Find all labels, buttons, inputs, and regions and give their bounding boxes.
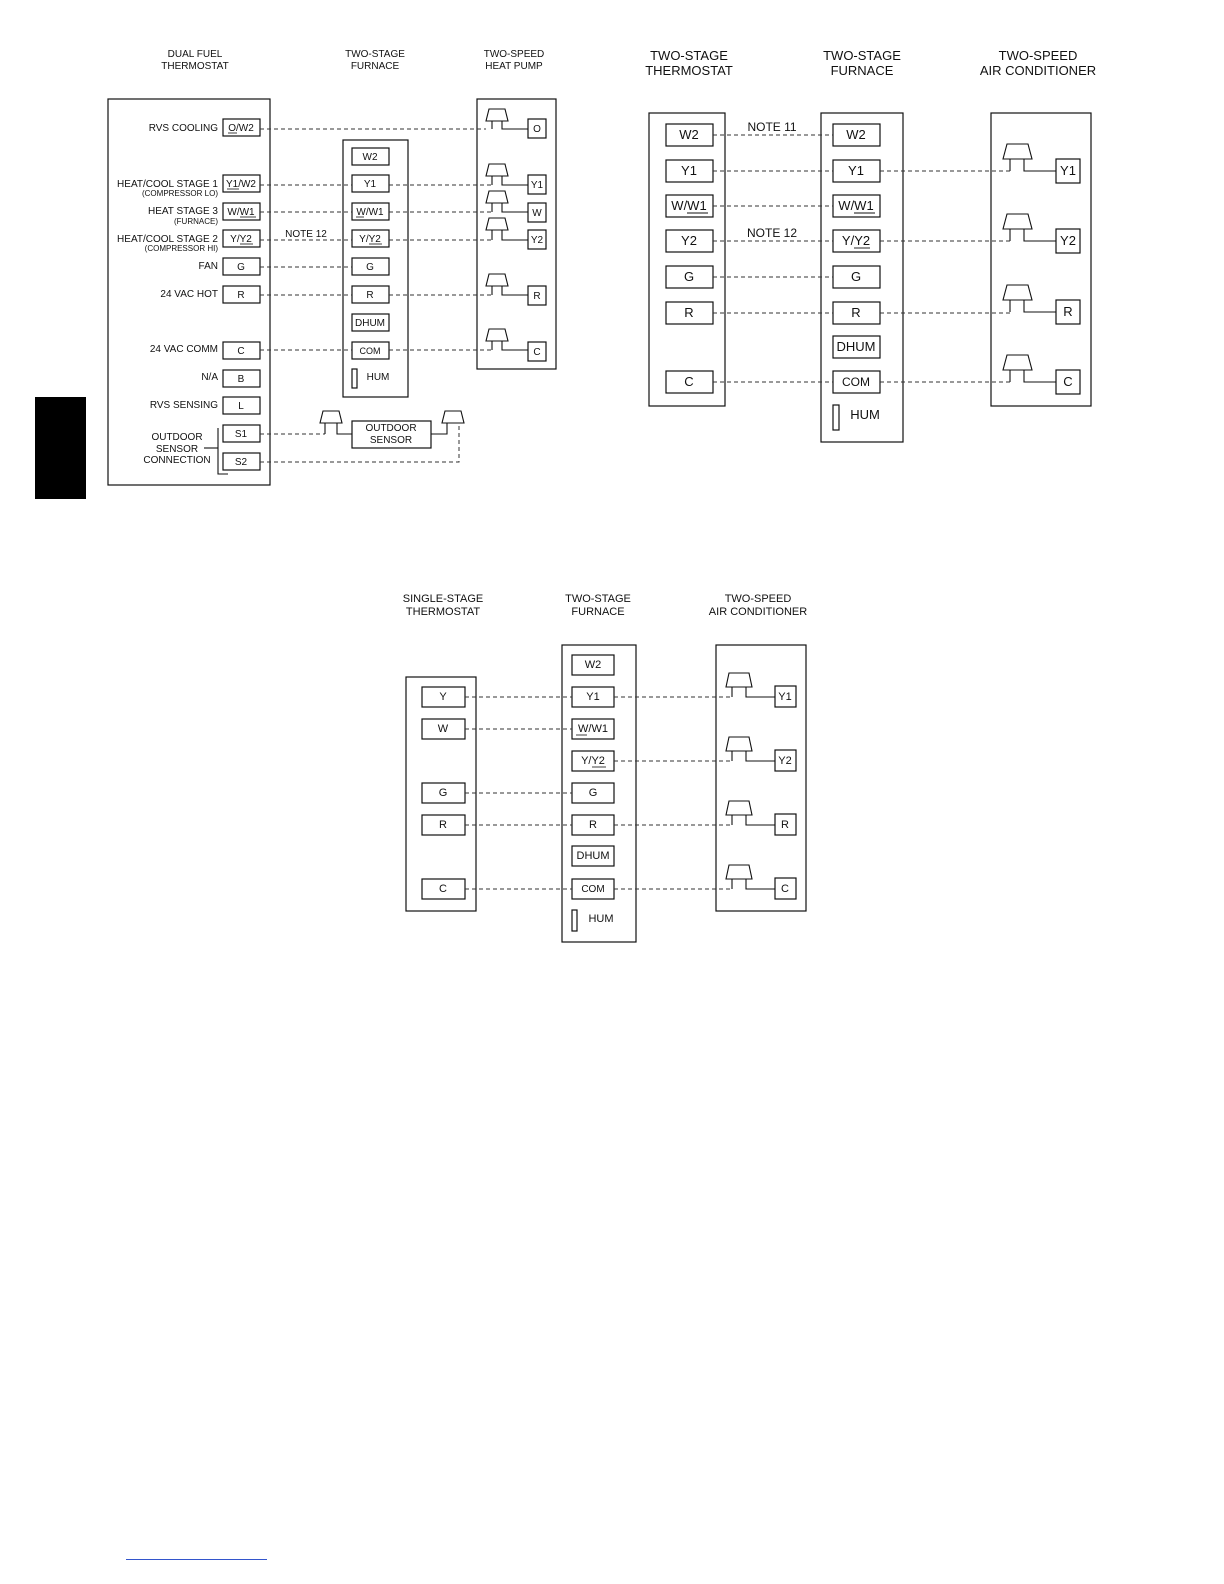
d1-furn-term-com-label: COM bbox=[359, 346, 381, 356]
d3-furn-hum-connector bbox=[572, 910, 577, 931]
d3-switch-y2-lead bbox=[732, 751, 775, 761]
d2-thermostat-header-2: THERMOSTAT bbox=[645, 63, 733, 78]
d2-ac-header-2: AIR CONDITIONER bbox=[979, 63, 1097, 78]
d1-thermostat-header-1: DUAL FUEL bbox=[167, 49, 223, 60]
d2-furn-term-ww1-label: W/W1 bbox=[838, 198, 874, 213]
d3-ac-header-1: TWO-SPEED bbox=[724, 593, 792, 605]
d2-switch-y2-icon bbox=[1003, 214, 1032, 229]
d1-switch-o-lead bbox=[492, 121, 528, 129]
d1-hp-term-w-label: W bbox=[532, 208, 542, 219]
d1-outdoor-sensor-label-2: SENSOR bbox=[369, 435, 413, 446]
d1-tstat-term-b-label: B bbox=[237, 374, 245, 385]
d1-switch-y1-lead bbox=[492, 176, 528, 185]
d1-tstat-term-ww1-label: W/W1 bbox=[227, 207, 255, 218]
d1-label-sensor: SENSOR bbox=[155, 444, 199, 455]
d2-furnace-header-1: TWO-STAGE bbox=[823, 48, 901, 63]
d1-furn-term-ww1-label: W/W1 bbox=[356, 207, 384, 218]
d2-furn-hum-connector bbox=[833, 405, 839, 430]
d1-tstat-term-c-label: C bbox=[237, 346, 245, 357]
d3-furn-term-w2-label: W2 bbox=[584, 659, 602, 671]
d1-label-connection: CONNECTION bbox=[143, 455, 211, 466]
d1-hp-term-c-label: C bbox=[533, 347, 541, 358]
d1-switch-y2-icon bbox=[486, 218, 508, 230]
d1-label-furnace: (FURNACE) bbox=[174, 217, 218, 226]
d1-switch-y1-icon bbox=[486, 164, 508, 176]
d1-label-compressor-hi: (COMPRESSOR HI) bbox=[144, 244, 218, 253]
d2-thermostat-header-1: TWO-STAGE bbox=[650, 48, 728, 63]
d1-note-12: NOTE 12 bbox=[285, 229, 327, 240]
d3-furnace-header-1: TWO-STAGE bbox=[565, 593, 631, 605]
d3-furn-term-r-label: R bbox=[589, 819, 597, 831]
d3-furn-term-yy2-label: Y/Y2 bbox=[581, 755, 605, 767]
d1-furn-term-w2-label: W2 bbox=[362, 152, 378, 163]
d1-thermostat-header-2: THERMOSTAT bbox=[161, 61, 229, 72]
d1-switch-c-icon bbox=[486, 329, 508, 341]
d1-furn-term-dhum-label: DHUM bbox=[355, 318, 385, 329]
d2-thermostat-box bbox=[649, 113, 725, 406]
d2-switch-c-icon bbox=[1003, 355, 1032, 370]
d2-furn-term-yy2-label: Y/Y2 bbox=[841, 233, 871, 248]
d1-switch-o-icon bbox=[486, 109, 508, 121]
d1-label-na: N/A bbox=[201, 372, 218, 383]
d1-furnace-header-2: FURNACE bbox=[350, 61, 400, 72]
d1-heatpump-header-2: HEAT PUMP bbox=[485, 61, 543, 72]
d1-heatpump-header-1: TWO-SPEED bbox=[483, 49, 545, 60]
d3-ac-term-y1-label: Y1 bbox=[778, 691, 792, 703]
d3-furn-term-dhum-label: DHUM bbox=[576, 850, 610, 862]
diagram-dual-fuel bbox=[108, 49, 556, 485]
d3-tstat-term-g-label: G bbox=[438, 787, 448, 799]
diagram-two-stage bbox=[645, 48, 1096, 442]
d3-furnace-header-2: FURNACE bbox=[571, 606, 625, 618]
d1-label-rvs-cooling: RVS COOLING bbox=[148, 123, 218, 134]
d1-label-heat-stage3: HEAT STAGE 3 bbox=[147, 206, 218, 217]
d3-ac-term-c-label: C bbox=[781, 883, 789, 895]
d3-switch-r-lead bbox=[732, 815, 775, 825]
d3-tstat-term-c-label: C bbox=[439, 883, 447, 895]
d1-switch-w-icon bbox=[486, 191, 508, 203]
d2-furn-term-dhum-label: DHUM bbox=[836, 339, 876, 354]
d3-switch-c-lead bbox=[732, 879, 775, 889]
d1-hp-term-o-label: O bbox=[533, 124, 541, 135]
d1-furn-term-hum-label: HUM bbox=[366, 372, 390, 383]
d2-furn-term-com-label: COM bbox=[842, 375, 870, 389]
d2-furn-term-r-label: R bbox=[851, 305, 861, 320]
d2-tstat-term-w2-label: W2 bbox=[679, 127, 699, 142]
d1-label-outdoor: OUTDOOR bbox=[151, 432, 203, 443]
d1-outdoor-sensor-label-1: OUTDOOR bbox=[365, 423, 417, 434]
d1-switch-c-lead bbox=[492, 341, 528, 350]
d2-ac-term-y1-label: Y1 bbox=[1060, 163, 1076, 178]
d1-label-heatcool-stage2: HEAT/COOL STAGE 2 bbox=[117, 234, 218, 245]
d1-tstat-term-g-label: G bbox=[237, 262, 245, 273]
d2-switch-r-lead bbox=[1010, 300, 1056, 312]
d1-label-rvs-sensing: RVS SENSING bbox=[149, 400, 218, 411]
d2-furn-term-hum-label: HUM bbox=[850, 407, 880, 422]
d1-furn-term-g-label: G bbox=[366, 262, 374, 273]
d3-tstat-term-w-label: W bbox=[437, 723, 449, 735]
d2-ac-term-y2-label: Y2 bbox=[1060, 233, 1076, 248]
diagram-single-stage bbox=[403, 593, 807, 942]
d2-furn-term-g-label: G bbox=[850, 269, 862, 284]
d1-switch-y2-lead bbox=[492, 230, 528, 240]
d2-tstat-term-y2-label: Y2 bbox=[681, 233, 697, 248]
d2-ac-term-r-label: R bbox=[1063, 304, 1073, 319]
d1-switch-r-icon bbox=[486, 274, 508, 286]
d1-hp-term-y1-label: Y1 bbox=[530, 180, 544, 191]
d1-tstat-term-ow2-label: O/W2 bbox=[228, 123, 254, 134]
d2-furn-term-w2-label: W2 bbox=[846, 127, 866, 142]
d2-note-11: NOTE 11 bbox=[747, 120, 797, 134]
d1-tstat-term-s1-label: S1 bbox=[234, 429, 248, 440]
d1-sensor-left-lead bbox=[325, 423, 352, 434]
d3-furn-term-hum-label: HUM bbox=[588, 913, 614, 925]
d1-sensor-left-icon bbox=[320, 411, 342, 423]
d3-ac-header-2: AIR CONDITIONER bbox=[708, 606, 808, 618]
d2-switch-y1-lead bbox=[1010, 159, 1056, 171]
d3-switch-y2-icon bbox=[726, 737, 752, 751]
d3-furn-term-com-label: COM bbox=[581, 884, 605, 895]
d3-ac-switches bbox=[726, 673, 775, 889]
d3-furn-term-ww1-label: W/W1 bbox=[578, 723, 608, 735]
d1-label-fan: FAN bbox=[198, 261, 218, 272]
d3-tstat-term-y-label: Y bbox=[439, 691, 447, 703]
d1-hp-switches bbox=[486, 109, 528, 350]
d2-tstat-term-c-label: C bbox=[684, 374, 694, 389]
d2-switch-c-lead bbox=[1010, 370, 1056, 382]
d1-label-compressor-lo: (COMPRESSOR LO) bbox=[141, 189, 218, 198]
d1-furnace-header-1: TWO-STAGE bbox=[345, 49, 405, 60]
d1-tstat-term-s2-label: S2 bbox=[234, 457, 248, 468]
d3-switch-y1-lead bbox=[732, 687, 775, 697]
d2-ac-header-1: TWO-SPEED bbox=[998, 48, 1078, 63]
d1-sensor-right-lead bbox=[431, 423, 447, 434]
d2-tstat-term-y1-label: Y1 bbox=[681, 163, 697, 178]
d1-hp-term-y2-label: Y2 bbox=[530, 235, 544, 246]
d3-switch-c-icon bbox=[726, 865, 752, 879]
d2-tstat-term-r-label: R bbox=[684, 305, 694, 320]
d3-furn-term-y1-label: Y1 bbox=[586, 691, 600, 703]
d1-label-heatcool-stage1: HEAT/COOL STAGE 1 bbox=[117, 179, 218, 190]
d1-switch-r-lead bbox=[492, 286, 528, 295]
d1-tstat-term-yy2-label: Y/Y2 bbox=[230, 234, 252, 245]
d2-ac-switches bbox=[1003, 144, 1056, 382]
d2-furnace-header-2: FURNACE bbox=[830, 63, 894, 78]
d1-label-24vac-comm: 24 VAC COMM bbox=[149, 344, 218, 355]
d2-furn-term-y1-label: Y1 bbox=[848, 163, 864, 178]
d1-tstat-term-r-label: R bbox=[237, 290, 245, 301]
d1-tstat-term-l-label: L bbox=[238, 401, 244, 412]
d3-tstat-term-r-label: R bbox=[439, 819, 447, 831]
d3-thermostat-header-1: SINGLE-STAGE bbox=[402, 593, 484, 605]
d2-switch-y1-icon bbox=[1003, 144, 1032, 159]
d1-hp-term-r-label: R bbox=[533, 291, 541, 302]
d2-note-12: NOTE 12 bbox=[746, 226, 798, 240]
d3-switch-r-icon bbox=[726, 801, 752, 815]
d2-switch-r-icon bbox=[1003, 285, 1032, 300]
d2-tstat-term-g-label: G bbox=[683, 269, 695, 284]
d3-ac-term-y2-label: Y2 bbox=[778, 755, 792, 767]
d1-furn-term-yy2-label: Y/Y2 bbox=[359, 234, 381, 245]
d3-furn-term-g-label: G bbox=[588, 787, 598, 799]
d1-label-24vac-hot: 24 VAC HOT bbox=[160, 289, 218, 300]
d3-thermostat-header-2: THERMOSTAT bbox=[405, 606, 481, 618]
d3-ac-term-r-label: R bbox=[781, 819, 789, 831]
d2-tstat-term-ww1-label: W/W1 bbox=[671, 198, 707, 213]
d1-furn-hum-connector bbox=[352, 369, 357, 388]
d2-ac-term-c-label: C bbox=[1063, 374, 1073, 389]
d1-furn-term-r-label: R bbox=[366, 290, 374, 301]
d1-switch-w-lead bbox=[492, 203, 528, 212]
d1-furn-term-y1-label: Y1 bbox=[363, 179, 377, 190]
d2-switch-y2-lead bbox=[1010, 229, 1056, 241]
d1-tstat-term-y1w2-label: Y1/W2 bbox=[225, 179, 257, 190]
d3-switch-y1-icon bbox=[726, 673, 752, 687]
d1-sensor-right-icon bbox=[442, 411, 464, 423]
